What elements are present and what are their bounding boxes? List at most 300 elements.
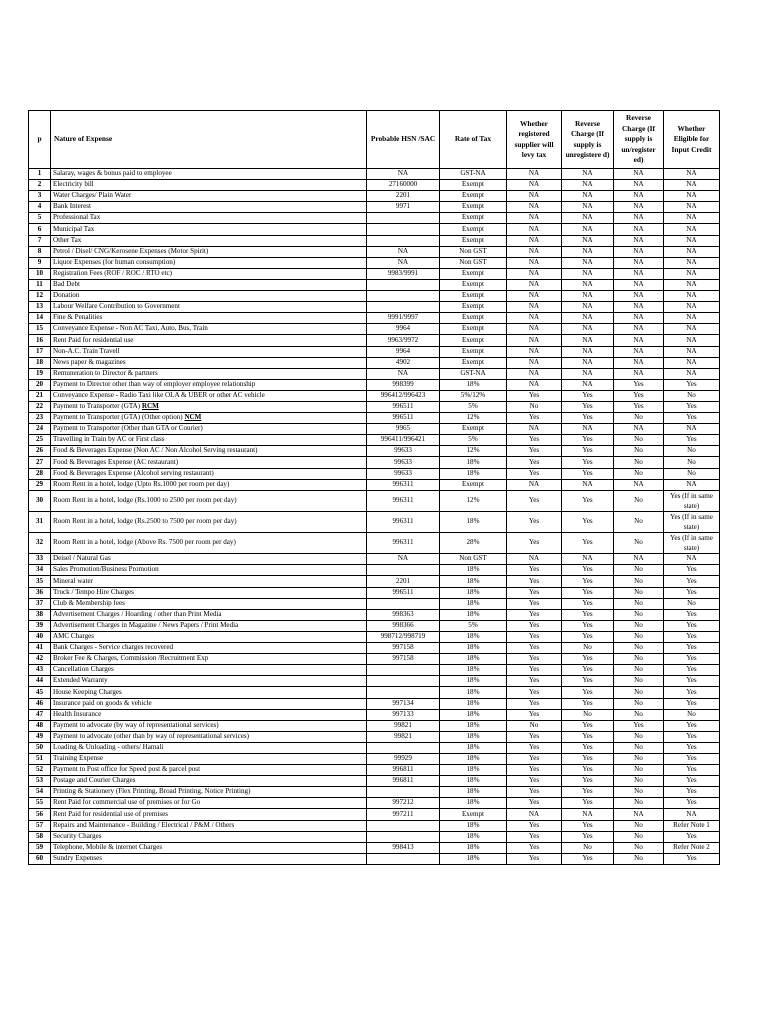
cell-rate: 5%/12%	[440, 390, 507, 401]
cell-hsn: 99821	[367, 731, 440, 742]
cell-registered: NA	[507, 235, 562, 246]
table-row	[29, 357, 720, 368]
cell-hsn	[367, 665, 440, 676]
header-serial: p	[29, 111, 51, 169]
cell-rc-unreg2: NA	[614, 302, 664, 313]
cell-rc-unreg2: NA	[614, 479, 664, 490]
cell-registered: Yes	[507, 853, 562, 864]
cell-rc-unreg2: No	[614, 643, 664, 654]
cell-registered: NA	[507, 324, 562, 335]
cell-hsn: NA	[367, 246, 440, 257]
cell-rc-unreg2: No	[614, 853, 664, 864]
cell-registered: NA	[507, 180, 562, 191]
cell-serial: 42	[29, 654, 51, 665]
cell-hsn: 2201	[367, 576, 440, 587]
table-row	[29, 435, 720, 446]
cell-serial: 38	[29, 609, 51, 620]
cell-registered: NA	[507, 257, 562, 268]
table-row	[29, 720, 720, 731]
cell-rc-unreg: NA	[562, 302, 614, 313]
cell-registered: Yes	[507, 643, 562, 654]
cell-serial: 37	[29, 598, 51, 609]
cell-registered: NA	[507, 424, 562, 435]
cell-serial: 39	[29, 620, 51, 631]
cell-serial: 11	[29, 279, 51, 290]
cell-rate: Non GST	[440, 246, 507, 257]
cell-rc-unreg: NA	[562, 291, 614, 302]
cell-serial: 14	[29, 313, 51, 324]
cell-serial: 15	[29, 324, 51, 335]
cell-rc-unreg2: No	[614, 731, 664, 742]
cell-serial: 32	[29, 533, 51, 554]
cell-rc-unreg: Yes	[562, 765, 614, 776]
cell-serial: 33	[29, 554, 51, 565]
cell-hsn: 99929	[367, 753, 440, 764]
table-row	[29, 533, 720, 554]
table-row	[29, 554, 720, 565]
cell-hsn: 998712/998719	[367, 631, 440, 642]
cell-serial: 55	[29, 798, 51, 809]
cell-rate: 5%	[440, 435, 507, 446]
cell-rate: 18%	[440, 598, 507, 609]
cell-input-credit: NA	[664, 346, 720, 357]
cell-serial: 59	[29, 842, 51, 853]
cell-nature: Food & Beverages Expense (AC restaurant)	[51, 457, 367, 468]
cell-rc-unreg: Yes	[562, 620, 614, 631]
cell-nature: Truck / Tempo Hire Charges	[51, 587, 367, 598]
cell-serial: 27	[29, 457, 51, 468]
table-row	[29, 798, 720, 809]
cell-hsn: 996511	[367, 413, 440, 424]
cell-rc-unreg: NA	[562, 357, 614, 368]
cell-rate: Exempt	[440, 268, 507, 279]
cell-hsn: 9983/9991	[367, 268, 440, 279]
cell-rc-unreg2: No	[614, 687, 664, 698]
cell-rc-unreg2: NA	[614, 368, 664, 379]
cell-rc-unreg: NA	[562, 202, 614, 213]
table-row	[29, 224, 720, 235]
table-row	[29, 676, 720, 687]
cell-rc-unreg: Yes	[562, 742, 614, 753]
cell-input-credit: NA	[664, 202, 720, 213]
cell-input-credit: Yes	[664, 401, 720, 412]
table-row	[29, 753, 720, 764]
cell-serial: 20	[29, 379, 51, 390]
cell-registered: Yes	[507, 609, 562, 620]
cell-nature: Room Rent in a hotel, lodge (Rs.2500 to 7500 per room per day)	[51, 511, 367, 532]
cell-input-credit: No	[664, 709, 720, 720]
cell-hsn: 9965	[367, 424, 440, 435]
cell-input-credit: Yes	[664, 853, 720, 864]
cell-registered: NA	[507, 554, 562, 565]
cell-rate: 18%	[440, 709, 507, 720]
cell-rc-unreg: Yes	[562, 631, 614, 642]
table-row	[29, 335, 720, 346]
cell-rate: 18%	[440, 676, 507, 687]
cell-serial: 31	[29, 511, 51, 532]
cell-registered: Yes	[507, 390, 562, 401]
cell-rc-unreg2: NA	[614, 424, 664, 435]
cell-serial: 35	[29, 576, 51, 587]
table-row	[29, 576, 720, 587]
table-row	[29, 279, 720, 290]
cell-input-credit: Yes	[664, 676, 720, 687]
cell-serial: 51	[29, 753, 51, 764]
cell-registered: No	[507, 720, 562, 731]
cell-hsn: 996411/996421	[367, 435, 440, 446]
cell-hsn: NA	[367, 554, 440, 565]
cell-nature: Room Rent in a hotel, lodge (Above Rs. 7500 per room per day)	[51, 533, 367, 554]
table-row	[29, 390, 720, 401]
cell-hsn	[367, 787, 440, 798]
cell-rc-unreg: Yes	[562, 490, 614, 511]
header-reverse-charge-unregistered: Reverse Charge (If supply is unregistere d)	[562, 111, 614, 169]
cell-hsn	[367, 687, 440, 698]
table-row	[29, 776, 720, 787]
cell-input-credit: No	[664, 468, 720, 479]
cell-hsn: 998363	[367, 609, 440, 620]
cell-nature: Health Insurance	[51, 709, 367, 720]
table-row	[29, 246, 720, 257]
cell-input-credit: Yes (If in same state)	[664, 490, 720, 511]
cell-serial: 50	[29, 742, 51, 753]
cell-nature: Advertisement Charges / Hoarding / other than Print Media	[51, 609, 367, 620]
cell-nature: Repairs and Maintenance - Building / Electrical / P&M / Others	[51, 820, 367, 831]
cell-rc-unreg: Yes	[562, 676, 614, 687]
cell-nature: Insurance paid on goods & vehicle	[51, 698, 367, 709]
table-row	[29, 313, 720, 324]
cell-serial: 22	[29, 401, 51, 412]
cell-rc-unreg2: No	[614, 598, 664, 609]
cell-input-credit: NA	[664, 191, 720, 202]
cell-hsn: 997134	[367, 698, 440, 709]
cell-hsn: 9991/9997	[367, 313, 440, 324]
table-row	[29, 787, 720, 798]
cell-serial: 54	[29, 787, 51, 798]
cell-input-credit: NA	[664, 324, 720, 335]
cell-input-credit: Yes	[664, 731, 720, 742]
cell-rc-unreg: Yes	[562, 598, 614, 609]
table-row	[29, 598, 720, 609]
cell-nature: Deisel / Natural Gas	[51, 554, 367, 565]
cell-registered: NA	[507, 335, 562, 346]
table-row	[29, 291, 720, 302]
cell-rc-unreg: Yes	[562, 853, 614, 864]
cell-nature-text: Payment to Transporter (GTA) (Other option)	[53, 413, 185, 422]
table-row	[29, 479, 720, 490]
cell-serial: 46	[29, 698, 51, 709]
cell-rate: 18%	[440, 798, 507, 809]
cell-rate: Exempt	[440, 191, 507, 202]
cell-registered: Yes	[507, 631, 562, 642]
cell-rc-unreg2: No	[614, 820, 664, 831]
cell-rate: 18%	[440, 631, 507, 642]
table-row	[29, 169, 720, 180]
cell-nature: Club & Membership fees	[51, 598, 367, 609]
cell-rc-unreg: NA	[562, 235, 614, 246]
cell-rc-unreg2: NA	[614, 357, 664, 368]
table-row	[29, 742, 720, 753]
cell-nature: Remuneration to Director & partners	[51, 368, 367, 379]
cell-rc-unreg: NA	[562, 479, 614, 490]
cell-hsn: 996311	[367, 533, 440, 554]
cell-input-credit: Yes	[664, 665, 720, 676]
cell-rate: 18%	[440, 565, 507, 576]
cell-rc-unreg2: No	[614, 413, 664, 424]
cell-nature-tag: NCM	[184, 413, 202, 422]
cell-rc-unreg2: NA	[614, 335, 664, 346]
cell-rate: Exempt	[440, 346, 507, 357]
table-row	[29, 687, 720, 698]
cell-serial: 48	[29, 720, 51, 731]
cell-serial: 9	[29, 257, 51, 268]
cell-rate: 18%	[440, 853, 507, 864]
cell-serial: 7	[29, 235, 51, 246]
cell-hsn: 4902	[367, 357, 440, 368]
cell-hsn	[367, 820, 440, 831]
cell-serial: 56	[29, 809, 51, 820]
cell-input-credit: Yes	[664, 720, 720, 731]
cell-rc-unreg2: Yes	[614, 401, 664, 412]
cell-registered: Yes	[507, 798, 562, 809]
cell-hsn: 996311	[367, 511, 440, 532]
table-row	[29, 268, 720, 279]
cell-input-credit: NA	[664, 235, 720, 246]
cell-rc-unreg: Yes	[562, 820, 614, 831]
cell-registered: Yes	[507, 776, 562, 787]
cell-rate: Exempt	[440, 224, 507, 235]
cell-nature: Petrol / Disel/ CNG/Kerosene Expenses (Motor Spirit)	[51, 246, 367, 257]
cell-hsn: 996511	[367, 401, 440, 412]
cell-serial: 12	[29, 291, 51, 302]
cell-rate: Exempt	[440, 213, 507, 224]
cell-registered: NA	[507, 302, 562, 313]
cell-rc-unreg: NA	[562, 246, 614, 257]
cell-nature: Telephone, Mobile & internet Charges	[51, 842, 367, 853]
cell-rate: 12%	[440, 413, 507, 424]
cell-rate: 18%	[440, 379, 507, 390]
cell-nature: Food & Beverages Expense (Alcohol serving restaurant)	[51, 468, 367, 479]
cell-rc-unreg2: No	[614, 609, 664, 620]
cell-rc-unreg: Yes	[562, 565, 614, 576]
header-registered-supplier: Whether registered supplier will levy tax	[507, 111, 562, 169]
header-hsn-sac: Probable HSN /SAC	[367, 111, 440, 169]
table-row	[29, 324, 720, 335]
cell-hsn: 996412/996423	[367, 390, 440, 401]
cell-registered: Yes	[507, 533, 562, 554]
table-row	[29, 368, 720, 379]
table-row	[29, 731, 720, 742]
cell-hsn: 997158	[367, 643, 440, 654]
cell-input-credit: No	[664, 390, 720, 401]
cell-hsn	[367, 279, 440, 290]
cell-serial: 30	[29, 490, 51, 511]
cell-nature: Liquor Expenses (for human consumption)	[51, 257, 367, 268]
cell-serial: 24	[29, 424, 51, 435]
cell-nature: Registration Fees (ROF / ROC / RTO etc)	[51, 268, 367, 279]
cell-rc-unreg2: No	[614, 654, 664, 665]
cell-nature: Security Charges	[51, 831, 367, 842]
cell-input-credit: No	[664, 457, 720, 468]
table-row	[29, 587, 720, 598]
table-row	[29, 202, 720, 213]
cell-rc-unreg2: No	[614, 511, 664, 532]
cell-rate: Exempt	[440, 313, 507, 324]
cell-rc-unreg: Yes	[562, 787, 614, 798]
cell-rc-unreg: NA	[562, 809, 614, 820]
cell-registered: Yes	[507, 468, 562, 479]
cell-input-credit: NA	[664, 279, 720, 290]
cell-rc-unreg: NA	[562, 257, 614, 268]
cell-serial: 53	[29, 776, 51, 787]
cell-rc-unreg2: NA	[614, 313, 664, 324]
cell-rate: 18%	[440, 665, 507, 676]
cell-input-credit: NA	[664, 313, 720, 324]
header-row	[29, 111, 720, 169]
cell-serial: 41	[29, 643, 51, 654]
cell-registered: Yes	[507, 687, 562, 698]
cell-rc-unreg2: No	[614, 798, 664, 809]
cell-nature: Other Tax	[51, 235, 367, 246]
cell-rc-unreg2: No	[614, 831, 664, 842]
cell-nature: Salaray, wages & bonus paid to employee	[51, 169, 367, 180]
cell-rate: GST-NA	[440, 169, 507, 180]
cell-input-credit: Refer Note 1	[664, 820, 720, 831]
table-row	[29, 654, 720, 665]
cell-registered: NA	[507, 202, 562, 213]
cell-registered: NA	[507, 368, 562, 379]
cell-rate: Exempt	[440, 357, 507, 368]
cell-input-credit: NA	[664, 213, 720, 224]
cell-serial: 1	[29, 169, 51, 180]
table-row	[29, 457, 720, 468]
cell-nature: Conveyance Expense - Non AC Taxi, Auto, Bus, Train	[51, 324, 367, 335]
cell-input-credit: Yes	[664, 698, 720, 709]
cell-hsn	[367, 676, 440, 687]
cell-rc-unreg: Yes	[562, 576, 614, 587]
cell-input-credit: Yes (If in same state)	[664, 533, 720, 554]
cell-hsn: 99633	[367, 468, 440, 479]
cell-rate: 18%	[440, 609, 507, 620]
cell-input-credit: Yes	[664, 631, 720, 642]
cell-input-credit: NA	[664, 335, 720, 346]
cell-nature: Extended Warranty	[51, 676, 367, 687]
cell-input-credit: NA	[664, 479, 720, 490]
cell-input-credit: Yes	[664, 753, 720, 764]
cell-rate: 5%	[440, 401, 507, 412]
cell-rate: GST-NA	[440, 368, 507, 379]
cell-registered: Yes	[507, 665, 562, 676]
cell-nature: Municipal Tax	[51, 224, 367, 235]
cell-rc-unreg2: No	[614, 709, 664, 720]
cell-input-credit: NA	[664, 302, 720, 313]
cell-nature: Postage and Courier Charges	[51, 776, 367, 787]
cell-registered: NA	[507, 268, 562, 279]
cell-nature: Printing & Stationery (Flex Printing, Broad Printing, Notice Printing)	[51, 787, 367, 798]
cell-rc-unreg2: No	[614, 576, 664, 587]
cell-nature: Rent Paid for residential use	[51, 335, 367, 346]
cell-rc-unreg: No	[562, 709, 614, 720]
cell-rc-unreg: Yes	[562, 665, 614, 676]
cell-registered: NA	[507, 169, 562, 180]
cell-nature: Conveyance Expense - Radio Taxi like OLA & UBER or other AC vehicle	[51, 390, 367, 401]
cell-rate: 18%	[440, 787, 507, 798]
header-input-credit: Whether Eligible for Input Credit	[664, 111, 720, 169]
cell-input-credit: Yes	[664, 620, 720, 631]
cell-hsn	[367, 853, 440, 864]
cell-input-credit: No	[664, 446, 720, 457]
cell-nature-tag: RCM	[141, 402, 159, 411]
cell-rc-unreg: Yes	[562, 390, 614, 401]
cell-nature: Bank Interest	[51, 202, 367, 213]
cell-rc-unreg2: NA	[614, 224, 664, 235]
cell-hsn	[367, 565, 440, 576]
cell-input-credit: Yes	[664, 687, 720, 698]
cell-nature: Bank Charges - Service charges recovered	[51, 643, 367, 654]
cell-rate: Exempt	[440, 291, 507, 302]
cell-serial: 25	[29, 435, 51, 446]
cell-rc-unreg: NA	[562, 313, 614, 324]
expense-gst-table	[28, 110, 720, 865]
table-row	[29, 643, 720, 654]
cell-input-credit: Yes	[664, 565, 720, 576]
cell-hsn: 997211	[367, 809, 440, 820]
table-row	[29, 490, 720, 511]
table-row	[29, 765, 720, 776]
cell-registered: Yes	[507, 831, 562, 842]
cell-input-credit: Yes	[664, 587, 720, 598]
table-row	[29, 191, 720, 202]
cell-serial: 5	[29, 213, 51, 224]
cell-registered: NA	[507, 313, 562, 324]
cell-hsn	[367, 291, 440, 302]
table-row	[29, 235, 720, 246]
cell-rate: 18%	[440, 720, 507, 731]
table-row	[29, 853, 720, 864]
table-row	[29, 565, 720, 576]
cell-rc-unreg: Yes	[562, 753, 614, 764]
cell-rc-unreg: Yes	[562, 533, 614, 554]
cell-rc-unreg2: Yes	[614, 720, 664, 731]
cell-registered: Yes	[507, 698, 562, 709]
cell-rc-unreg: NA	[562, 324, 614, 335]
cell-nature: Training Expense	[51, 753, 367, 764]
header-rate-of-tax: Rate of Tax	[440, 111, 507, 169]
cell-rate: Exempt	[440, 235, 507, 246]
cell-nature: Water Charges/ Plain Water	[51, 191, 367, 202]
cell-rc-unreg: Yes	[562, 698, 614, 709]
cell-nature: Professional Tax	[51, 213, 367, 224]
cell-input-credit: NA	[664, 357, 720, 368]
cell-hsn: NA	[367, 368, 440, 379]
cell-input-credit: NA	[664, 180, 720, 191]
cell-serial: 58	[29, 831, 51, 842]
cell-serial: 29	[29, 479, 51, 490]
cell-nature: Payment to advocate (by way of representational services)	[51, 720, 367, 731]
cell-hsn	[367, 598, 440, 609]
cell-rc-unreg2: NA	[614, 809, 664, 820]
cell-rc-unreg2: No	[614, 665, 664, 676]
table-row	[29, 631, 720, 642]
cell-rc-unreg2: NA	[614, 180, 664, 191]
cell-rc-unreg2: No	[614, 446, 664, 457]
cell-rc-unreg2: NA	[614, 246, 664, 257]
cell-serial: 13	[29, 302, 51, 313]
cell-input-credit: Yes	[664, 435, 720, 446]
cell-input-credit: NA	[664, 169, 720, 180]
cell-rc-unreg2: No	[614, 698, 664, 709]
cell-serial: 2	[29, 180, 51, 191]
